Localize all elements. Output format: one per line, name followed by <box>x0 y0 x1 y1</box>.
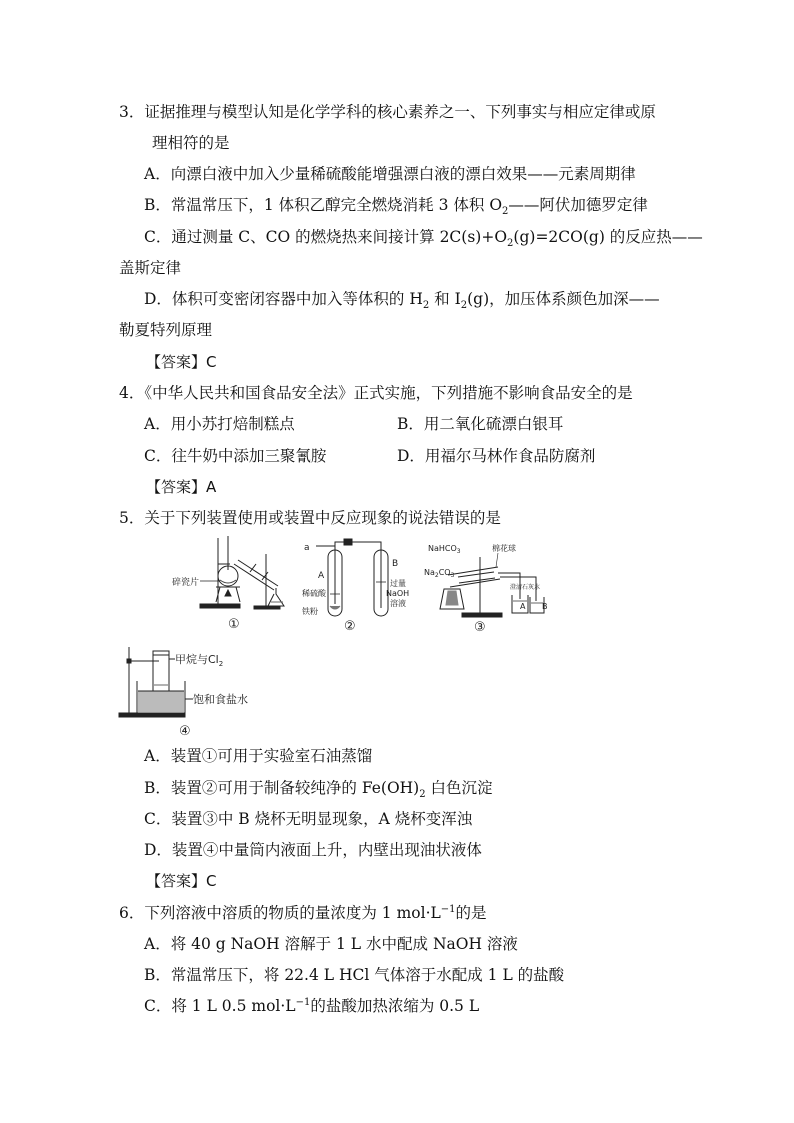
svg-text:过量: 过量 <box>390 579 406 588</box>
q3-option-b: B．常温常压下，1 体积乙醇完全燃烧消耗 3 体积 $O_2——$阿伏加德罗定律 <box>144 196 648 218</box>
apparatus-3-number: ③ <box>474 620 486 635</box>
q4-option-d: D．用福尔马林作食品防腐剂 <box>397 447 596 465</box>
q5-stem: 5．关于下列装置使用或装置中反应现象的说法错误的是 <box>119 509 501 527</box>
q6-stem: 6．下列溶液中溶质的物质的量浓度为 1 $mol\cdot L^{-1}$的是 <box>119 903 487 922</box>
q5-answer: 【答案】C <box>146 872 217 890</box>
apparatus-2-feoh2 <box>300 536 410 636</box>
q4-option-a: A．用小苏打焙制糕点 <box>144 415 295 433</box>
q5-option-a: A．装置①可用于实验室石油蒸馏 <box>144 747 373 765</box>
q3-option-d: D．体积可变密闭容器中加入等体积的 $H_2$ 和 $I_2(g)$，加压体系颜色加深—— <box>144 290 660 312</box>
q4-option-b: B．用二氧化硫漂白银耳 <box>397 415 564 433</box>
apparatus-3-carbonate <box>424 539 549 635</box>
q6-option-b: B．常温常压下，将 22.4 L HCl 气体溶于水配成 1 L 的盐酸 <box>144 966 565 984</box>
svg-text:Na2CO3: $Na_2CO_3$ <box>424 568 455 579</box>
svg-text:a: a <box>304 543 310 553</box>
q6-option-a: A．将 40 g NaOH 溶解于 1 L 水中配成 NaOH 溶液 <box>144 935 518 953</box>
svg-text:铁粉: 铁粉 <box>302 607 318 616</box>
svg-text:B: B <box>392 559 399 569</box>
q3-option-c-cont: 盖斯定律 <box>119 259 182 277</box>
svg-text:甲烷与Cl2: 甲烷与$Cl_2$ <box>175 653 224 668</box>
svg-text:NaHCO3: NaHCO$_3$ <box>428 544 461 555</box>
svg-text:溶液: 溶液 <box>390 599 406 608</box>
svg-text:饱和食盐水: 饱和食盐水 <box>193 693 248 706</box>
apparatus-4-methane-chlorination <box>115 641 260 737</box>
q4-stem: 4．《中华人民共和国食品安全法》正式实施，下列措施不影响食品安全的是 <box>119 384 633 402</box>
q3-option-d-cont: 勒夏特列原理 <box>119 321 213 339</box>
q4-answer: 【答案】A <box>146 478 217 496</box>
q3-option-a: A．向漂白液中加入少量稀硫酸能增强漂白液的漂白效果——元素周期律 <box>144 165 636 183</box>
apparatus-1-distillation <box>170 534 300 634</box>
apparatus-4-number: ④ <box>179 724 191 737</box>
svg-text:澄清石灰水: 澄清石灰水 <box>510 584 541 591</box>
svg-text:棉花球: 棉花球 <box>492 544 516 553</box>
svg-text:稀硫酸: 稀硫酸 <box>302 589 326 598</box>
q6-option-c: C．将 1 L 0.5 $mol\cdot L^{-1}$的盐酸加热浓缩为 0.5 L <box>144 996 480 1015</box>
q3-stem-line2: 理相符的是 <box>152 134 230 152</box>
q3-stem-line1: 3．证据推理与模型认知是化学学科的核心素养之一、下列事实与相应定律或原 <box>119 103 656 121</box>
q4-option-c: C．往牛奶中添加三聚氰胺 <box>144 447 327 465</box>
apparatus-1-number: ① <box>228 617 240 632</box>
label-shards: 碎瓷片 <box>172 578 200 588</box>
svg-text:A: A <box>520 602 526 611</box>
apparatus-2-number: ② <box>344 619 356 634</box>
q5-option-b: B．装置②可用于制备较纯净的 $Fe(OH)_2$ 白色沉淀 <box>144 779 493 801</box>
q5-option-c: C．装置③中 B 烧杯无明显现象，A 烧杯变浑浊 <box>144 810 473 828</box>
q5-option-d: D．装置④中量筒内液面上升，内壁出现油状液体 <box>144 841 482 859</box>
svg-text:B: B <box>542 602 548 611</box>
svg-text:A: A <box>318 571 325 581</box>
q3-answer: 【答案】C <box>146 353 217 371</box>
q3-option-c: C．通过测量 C、CO 的燃烧热来间接计算 $2C(s)+O_2(g)=2CO(g)$ 的反应热—— <box>144 228 703 250</box>
svg-text:NaOH: NaOH <box>386 589 410 598</box>
